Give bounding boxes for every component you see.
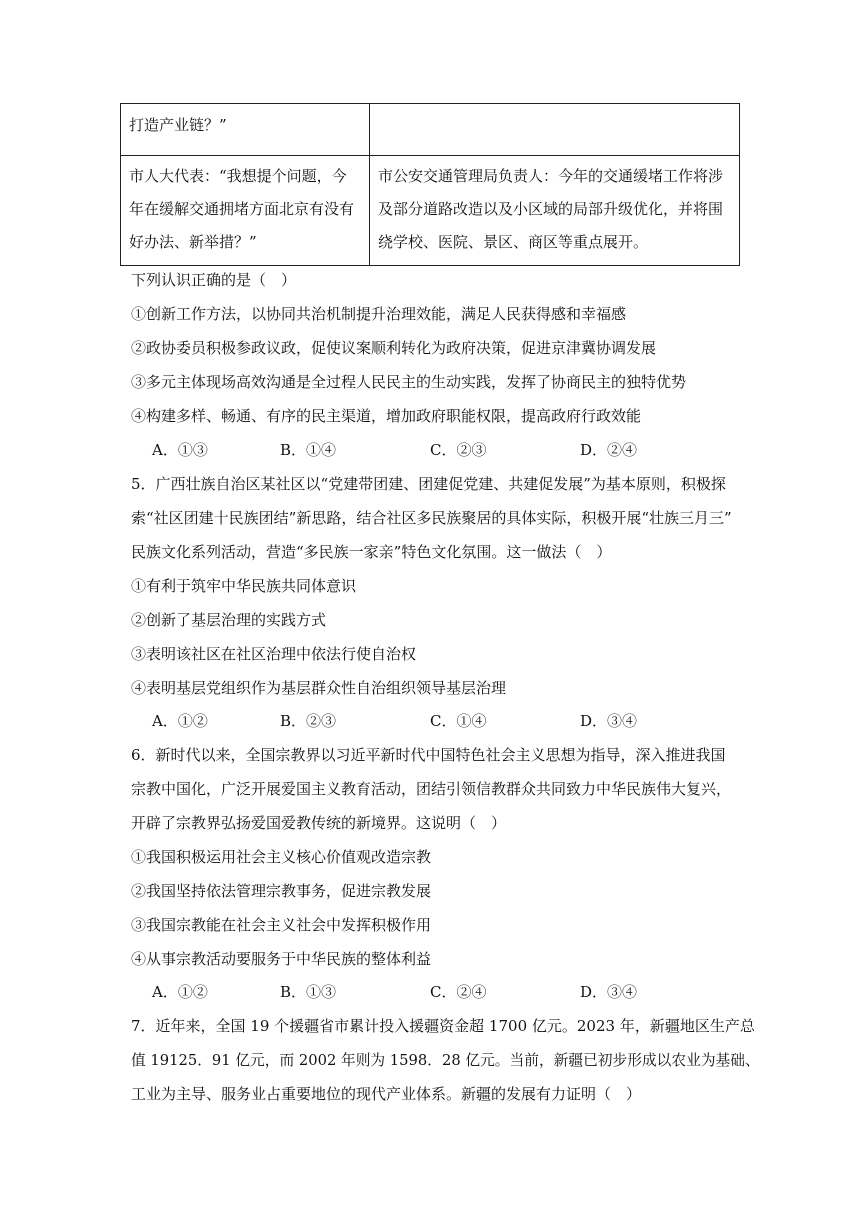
q7-stem: 工业为主导、服务业占重要地位的现代产业体系。新疆的发展有力证明（ ） (131, 1085, 642, 1103)
q4-statement: ④构建多样、畅通、有序的民主渠道，增加政府职能权限，提高政府行政效能 (131, 407, 642, 425)
q5-stem: 5．广西壮族自治区某社区以“党建带团建、团建促党建、共建促发展”为基本原则，积极探 (131, 475, 726, 493)
q6-option-c[interactable]: C．②④ (430, 983, 487, 1001)
table-cell-answer: 市公安交通管理局负责人：今年的交通缓堵工作将涉及部分道路改造以及小区域的局部升级优化，并将围绕学校、医院、景区、商区等重点展开。 (370, 156, 740, 266)
table-row (121, 104, 740, 156)
table-row (121, 156, 740, 266)
q6-stem: 开辟了宗教界弘扬爱国爱教传统的新境界。这说明（ ） (131, 814, 507, 832)
q6-option-b[interactable]: B．①③ (280, 983, 337, 1001)
q4-prompt: 下列认识正确的是（ ） (131, 271, 297, 289)
q6-statement: ①我国积极运用社会主义核心价值观改造宗教 (131, 848, 432, 866)
q6-option-a[interactable]: A．①② (152, 983, 208, 1001)
q5-stem: 民族文化系列活动，营造“多民族一家亲”特色文化氛围。这一做法（ ） (131, 543, 612, 561)
q5-option-b[interactable]: B．②③ (280, 712, 337, 730)
q7-stem: 7．近年来，全国 19 个援疆省市累计投入援疆资金超 1700 亿元。2023 年，新疆地区生产总 (131, 1017, 755, 1035)
dialogue-table (120, 103, 740, 266)
q5-option-c[interactable]: C．①④ (430, 712, 487, 730)
q5-stem: 索“社区团建十民族团结”新思路，结合社区多民族聚居的具体实际，积极开展“壮族三月三” (131, 509, 732, 527)
q7-stem: 值 19125．91 亿元，而 2002 年则为 1598．28 亿元。当前，新疆已初步形成以农业为基础、 (131, 1051, 760, 1069)
q5-statement: ①有利于筑牢中华民族共同体意识 (131, 577, 357, 595)
q5-statement: ④表明基层党组织作为基层群众性自治组织领导基层治理 (131, 679, 507, 697)
q6-option-d[interactable]: D．③④ (580, 983, 638, 1001)
table-cell-answer (370, 104, 740, 156)
q6-stem: 6．新时代以来，全国宗教界以习近平新时代中国特色社会主义思想为指导，深入推进我国 (131, 746, 726, 764)
q6-statement: ③我国宗教能在社会主义社会中发挥积极作用 (131, 916, 432, 934)
q4-statement: ①创新工作方法，以协同共治机制提升治理效能，满足人民获得感和幸福感 (131, 305, 627, 323)
table-cell-question: 打造产业链？” (121, 104, 370, 156)
table-cell-question: 市人大代表：“我想提个问题，今年在缓解交通拥堵方面北京有没有好办法、新举措？” (121, 156, 370, 266)
q5-option-d[interactable]: D．③④ (580, 712, 638, 730)
q4-statement: ②政协委员积极参政议政，促使议案顺利转化为政府决策，促进京津冀协调发展 (131, 339, 657, 357)
q6-stem: 宗教中国化，广泛开展爱国主义教育活动，团结引领信教群众共同致力中华民族伟大复兴， (131, 780, 732, 798)
q5-statement: ③表明该社区在社区治理中依法行使自治权 (131, 645, 417, 663)
q4-statement: ③多元主体现场高效沟通是全过程人民民主的生动实践，发挥了协商民主的独特优势 (131, 373, 687, 391)
q4-option-a[interactable]: A．①③ (152, 441, 208, 459)
q5-option-a[interactable]: A．①② (152, 712, 208, 730)
q5-statement: ②创新了基层治理的实践方式 (131, 611, 327, 629)
q4-option-b[interactable]: B．①④ (280, 441, 337, 459)
q4-option-d[interactable]: D．②④ (580, 441, 638, 459)
q4-option-c[interactable]: C．②③ (430, 441, 487, 459)
q6-statement: ④从事宗教活动要服务于中华民族的整体利益 (131, 950, 432, 968)
q6-statement: ②我国坚持依法管理宗教事务，促进宗教发展 (131, 882, 432, 900)
